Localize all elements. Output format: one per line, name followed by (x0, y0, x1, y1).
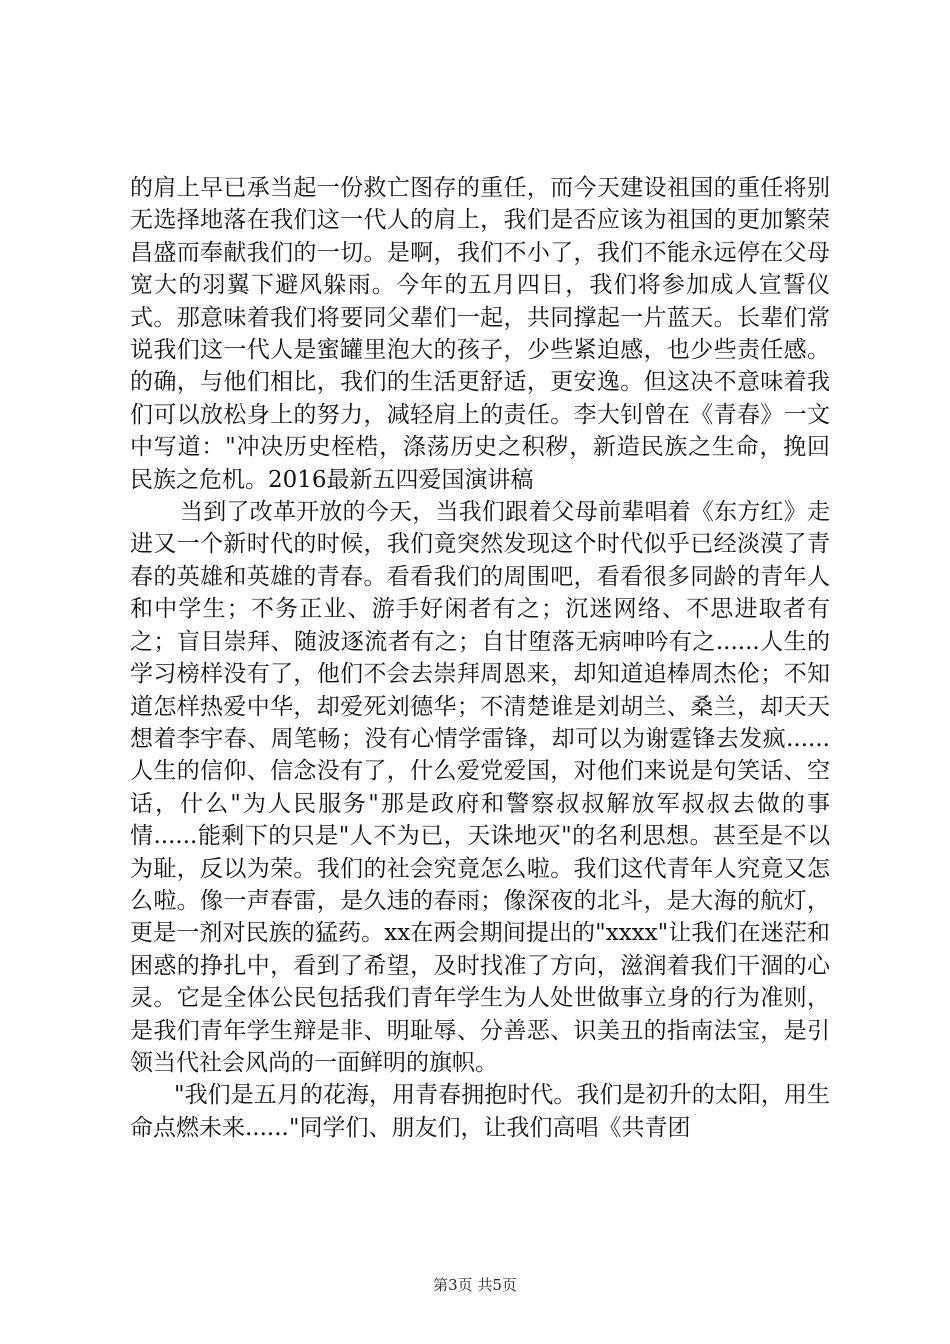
paragraph-2: 当到了改革开放的今天，当我们跟着父母前辈唱着《东方红》走进又一个新时代的时候，我们竟突然发现这个时代似乎已经淡漠了青春的英雄和英雄的青春。看看我们的周围吧，看看很多同龄的青年人和中学生；不务正业、游手好闲者有之；沉迷网络、不思进取者有之；盲目崇拜、随波逐流者有之；自甘堕落无病呻吟有之......人生的学习榜样没有了，他们不会去崇拜周恩来，却知道追棒周杰伦；不知道怎样热爱中华，却爱死刘德华；不清楚谁是刘胡兰、桑兰，却天天想着李宇春、周笔畅；没有心情学雷锋，却可以为谢霆锋去发疯......人生的信仰、信念没有了，什么爱党爱国，对他们来说是句笑话、空话，什么"为人民服务"那是政府和警察叔叔解放军叔叔去做的事情......能剩下的只是"人不为已，天诛地灭"的名利思想。甚至是不以为耻，反以为荣。我们的社会究竟怎么啦。我们这代青年人究竟又怎么啦。像一声春雷，是久违的春雨；像深夜的北斗，是大海的航灯，更是一剂对民族的猛药。xx在两会期间提出的"xxxx"让我们在迷茫和困惑的挣扎中，看到了希望，及时找准了方向，滋润着我们干涸的心灵。它是全体公民包括我们青年学生为人处世做事立身的行为准则，是我们青年学生辩是非、明耻辱、分善恶、识美丑的指南法宝，是引领当代社会风尚的一面鲜明的旗帜。 (130, 499, 830, 1076)
paragraph-3: "我们是五月的花海，用青春拥抱时代。我们是初升的太阳，用生命点燃未来......"同学们、朋友们，让我们高唱《共青团 (130, 1082, 830, 1141)
document-body (130, 172, 830, 1144)
page-footer: 第3页 共5页 (433, 1276, 517, 1294)
paragraph-1: 的肩上早已承当起一份救亡图存的重任，而今天建设祖国的重任将别无选择地落在我们这一代人的肩上，我们是否应该为祖国的更加繁荣昌盛而奉献我们的一切。是啊，我们不小了，我们不能永远停在父母宽大的羽翼下避风躲雨。今年的五月四日，我们将参加成人宣誓仪式。那意味着我们将要同父辈们一起，共同撑起一片蓝天。长辈们常说我们这一代人是蜜罐里泡大的孩子，少些紧迫感，也少些责任感。的确，与他们相比，我们的生活更舒适，更安逸。但这决不意味着我们可以放松身上的努力，减轻肩上的责任。李大钊曾在《青春》一文中写道："冲决历史桎梏，涤荡历史之积秽，新造民族之生命，挽回民族之危机。2016最新五四爱国演讲稿 (130, 175, 830, 493)
